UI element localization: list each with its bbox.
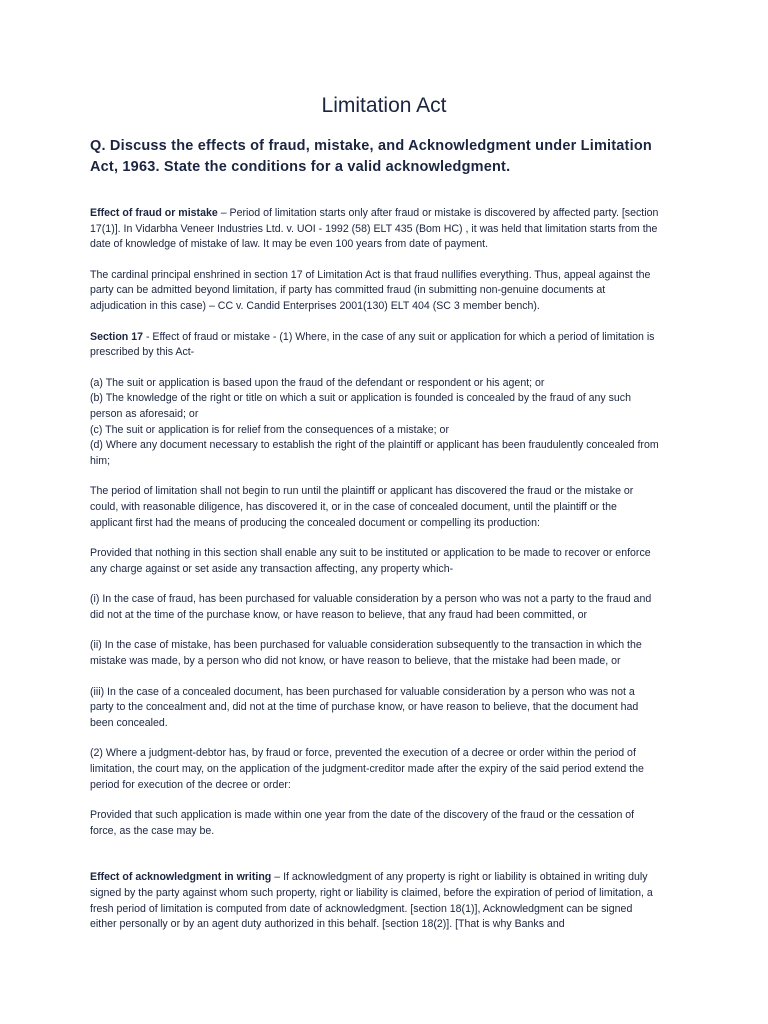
section17-paragraph (90, 330, 660, 361)
page-title: Limitation Act (321, 94, 447, 117)
document-body (90, 206, 660, 948)
fraud-paragraph (90, 206, 660, 253)
item-i: (i) In the case of fraud, has been purchased for valuable consideration by a person who was not a party to the fraud and did not at the time of the purchase know, or have reason to believe, that any fraud had been committed, or (90, 593, 652, 621)
item-iii: (iii) In the case of a concealed document, has been purchased for valuable consideration by a person who was not a party to the concealment and, did not at the time of purchase know, or have reason to believe, that the document had been concealed. (90, 685, 639, 729)
period-paragraph: The period of limitation shall not begin to run until the plaintiff or applicant has discovered the fraud or the mistake or could, with reasonable diligence, has discovered it, or in the case of concealed document, until the plaintiff or the applicant first had the means of producing the concealed document or compelling its production: (90, 485, 634, 529)
acknowledgment-heading: Effect of acknowledgment in writing (90, 871, 272, 884)
clause-b: (b) The knowledge of the right or title on which a suit or application is founded is concealed by the fraud of any such person as aforesaid; or (90, 392, 631, 420)
question-heading: Q. Discuss the effects of fraud, mistake, and Acknowledgment under Limitation Act, 1963. State the conditions for a valid acknowledgment. (90, 138, 652, 175)
acknowledgment-text: – If acknowledgment of any property is right or liability is obtained in writing duly signed by the party against whom such property, right or liability is claimed, before the expiration of period of limitation, a fresh period of limitation is computed from date of acknowledgment. [section 18(1)], Acknowledgment can be signed either personally or by an agent duty authorized in this behalf. [section 18(2)]. [That is why Banks and (90, 871, 653, 931)
clause-c: (c) The suit or application is for relief from the consequences of a mistake; or (90, 423, 449, 436)
clause-a: (a) The suit or application is based upon the fraud of the defendant or respondent or his agent; or (90, 376, 545, 389)
fraud-text: – Period of limitation starts only after fraud or mistake is discovered by affected party. [section 17(1)]. In Vidarbha Veneer Industries Ltd. v. UOI - 1992 (58) ELT 435 (Bom HC) , it was held that limitation starts from the date of knowledge of mistake of law. It may be even 100 years from date of payment. (90, 207, 659, 251)
section17-heading: Section 17 (90, 330, 143, 343)
proviso-paragraph: Provided that nothing in this section shall enable any suit to be instituted or application to be made to recover or enforce any charge against or set aside any transaction affecting, any property which- (90, 547, 651, 575)
clause-d: (d) Where any document necessary to establish the right of the plaintiff or applicant has been fraudulently concealed from him; (90, 439, 659, 467)
item-ii: (ii) In the case of mistake, has been purchased for valuable consideration subsequently to the transaction in which the mistake was made, by a person who did not know, or have reason to believe, that the mistake had been made, or (90, 639, 642, 668)
cardinal-paragraph: The cardinal principal enshrined in section 17 of Limitation Act is that fraud nullifies everything. Thus, appeal against the party can be admitted beyond limitation, if party has committed fraud (in submitting non-genuine documents at adjudication in this case) – CC v. Candid Enterprises 2001(130) ELT 404 (SC 3 member bench). (90, 268, 651, 312)
section17-text: - Effect of fraud or mistake - (1) Where, in the case of any suit or application for which a period of limitation is prescribed by this Act- (90, 330, 655, 359)
acknowledgment-paragraph (90, 870, 660, 932)
fraud-heading: Effect of fraud or mistake (90, 207, 218, 219)
subsection2-paragraph: (2) Where a judgment-debtor has, by fraud or force, prevented the execution of a decree or order within the period of limitation, the court may, on the application of the judgment-creditor made after the expiry of the said period extend the period for execution of the decree or order: (90, 747, 644, 791)
proviso2-paragraph: Provided that such application is made within one year from the date of the discovery of the fraud or the cessation of force, as the case may be. (90, 809, 635, 837)
